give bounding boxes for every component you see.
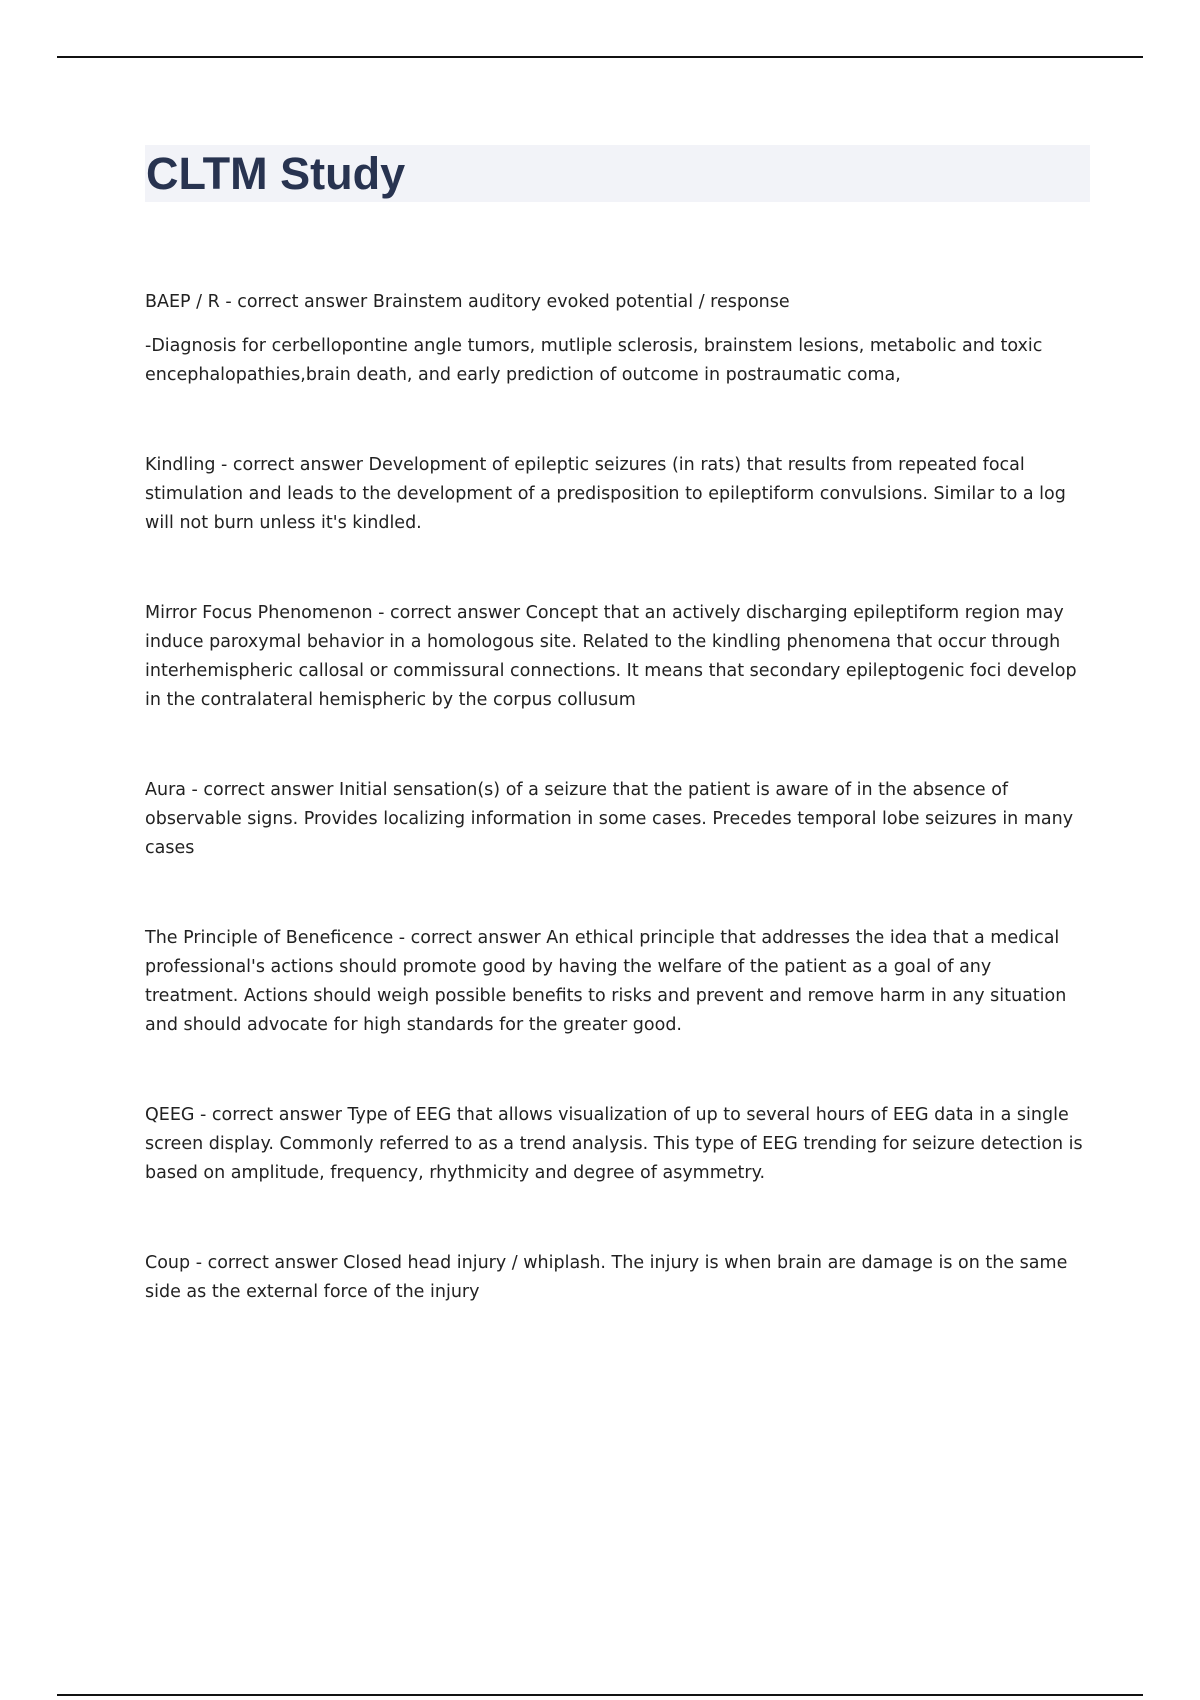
footer-rule bbox=[57, 1694, 1143, 1696]
entry-qeeg bbox=[145, 1101, 1090, 1188]
document-body bbox=[145, 145, 1090, 1307]
entry-text: BAEP / R - correct answer Brainstem auditory evoked potential / response bbox=[145, 292, 790, 312]
entry-list bbox=[145, 288, 1090, 1307]
header-rule bbox=[57, 56, 1143, 58]
entry-baep bbox=[145, 288, 1090, 390]
entry-text: Kindling - correct answer Development of epileptic seizures (in rats) that results from repeated focal stimulation and leads to the development of a predisposition to epileptiform convulsions. Similar to a log will not burn unless it's kindled. bbox=[145, 455, 1066, 533]
document-title: CLTM Study bbox=[146, 148, 406, 199]
entry-text: Aura - correct answer Initial sensation(s) of a seizure that the patient is aware of in the absence of observable signs. Provides localizing information in some cases. Precedes temporal lobe seizures in many cases bbox=[145, 780, 1074, 858]
entry-coup bbox=[145, 1249, 1090, 1307]
entry-text: Coup - correct answer Closed head injury / whiplash. The injury is when brain are damage is on the same side as the external force of the injury bbox=[145, 1253, 1068, 1302]
entry-kindling bbox=[145, 451, 1090, 538]
entry-aura bbox=[145, 776, 1090, 863]
entry-text: Mirror Focus Phenomenon - correct answer Concept that an actively discharging epileptiform region may induce paroxymal behavior in a homologous site. Related to the kindling phenomena that occur through interhemispheric callosal or commissural connections. It means that secondary epileptogenic foci develop in the contralateral hemispheric by the corpus collusum bbox=[145, 603, 1077, 710]
entry-mirror-focus bbox=[145, 599, 1090, 715]
entry-text: -Diagnosis for cerbellopontine angle tumors, mutliple sclerosis, brainstem lesions, metabolic and toxic encephalopathies,brain death, and early prediction of outcome in postraumatic coma, bbox=[145, 336, 1043, 385]
entry-text: QEEG - correct answer Type of EEG that allows visualization of up to several hours of EEG data in a single screen display. Commonly referred to as a trend analysis. This type of EEG trending for seizure detection is based on amplitude, frequency, rhythmicity and degree of asymmetry. bbox=[145, 1105, 1083, 1183]
title-band bbox=[145, 145, 1090, 202]
entry-text: The Principle of Beneficence - correct answer An ethical principle that addresses the idea that a medical professional's actions should promote good by having the welfare of the patient as a goal of any treatment. Actions should weigh possible benefits to risks and prevent and remove harm in any situation and should advocate for high standards for the greater good. bbox=[145, 928, 1067, 1035]
entry-beneficence bbox=[145, 924, 1090, 1040]
